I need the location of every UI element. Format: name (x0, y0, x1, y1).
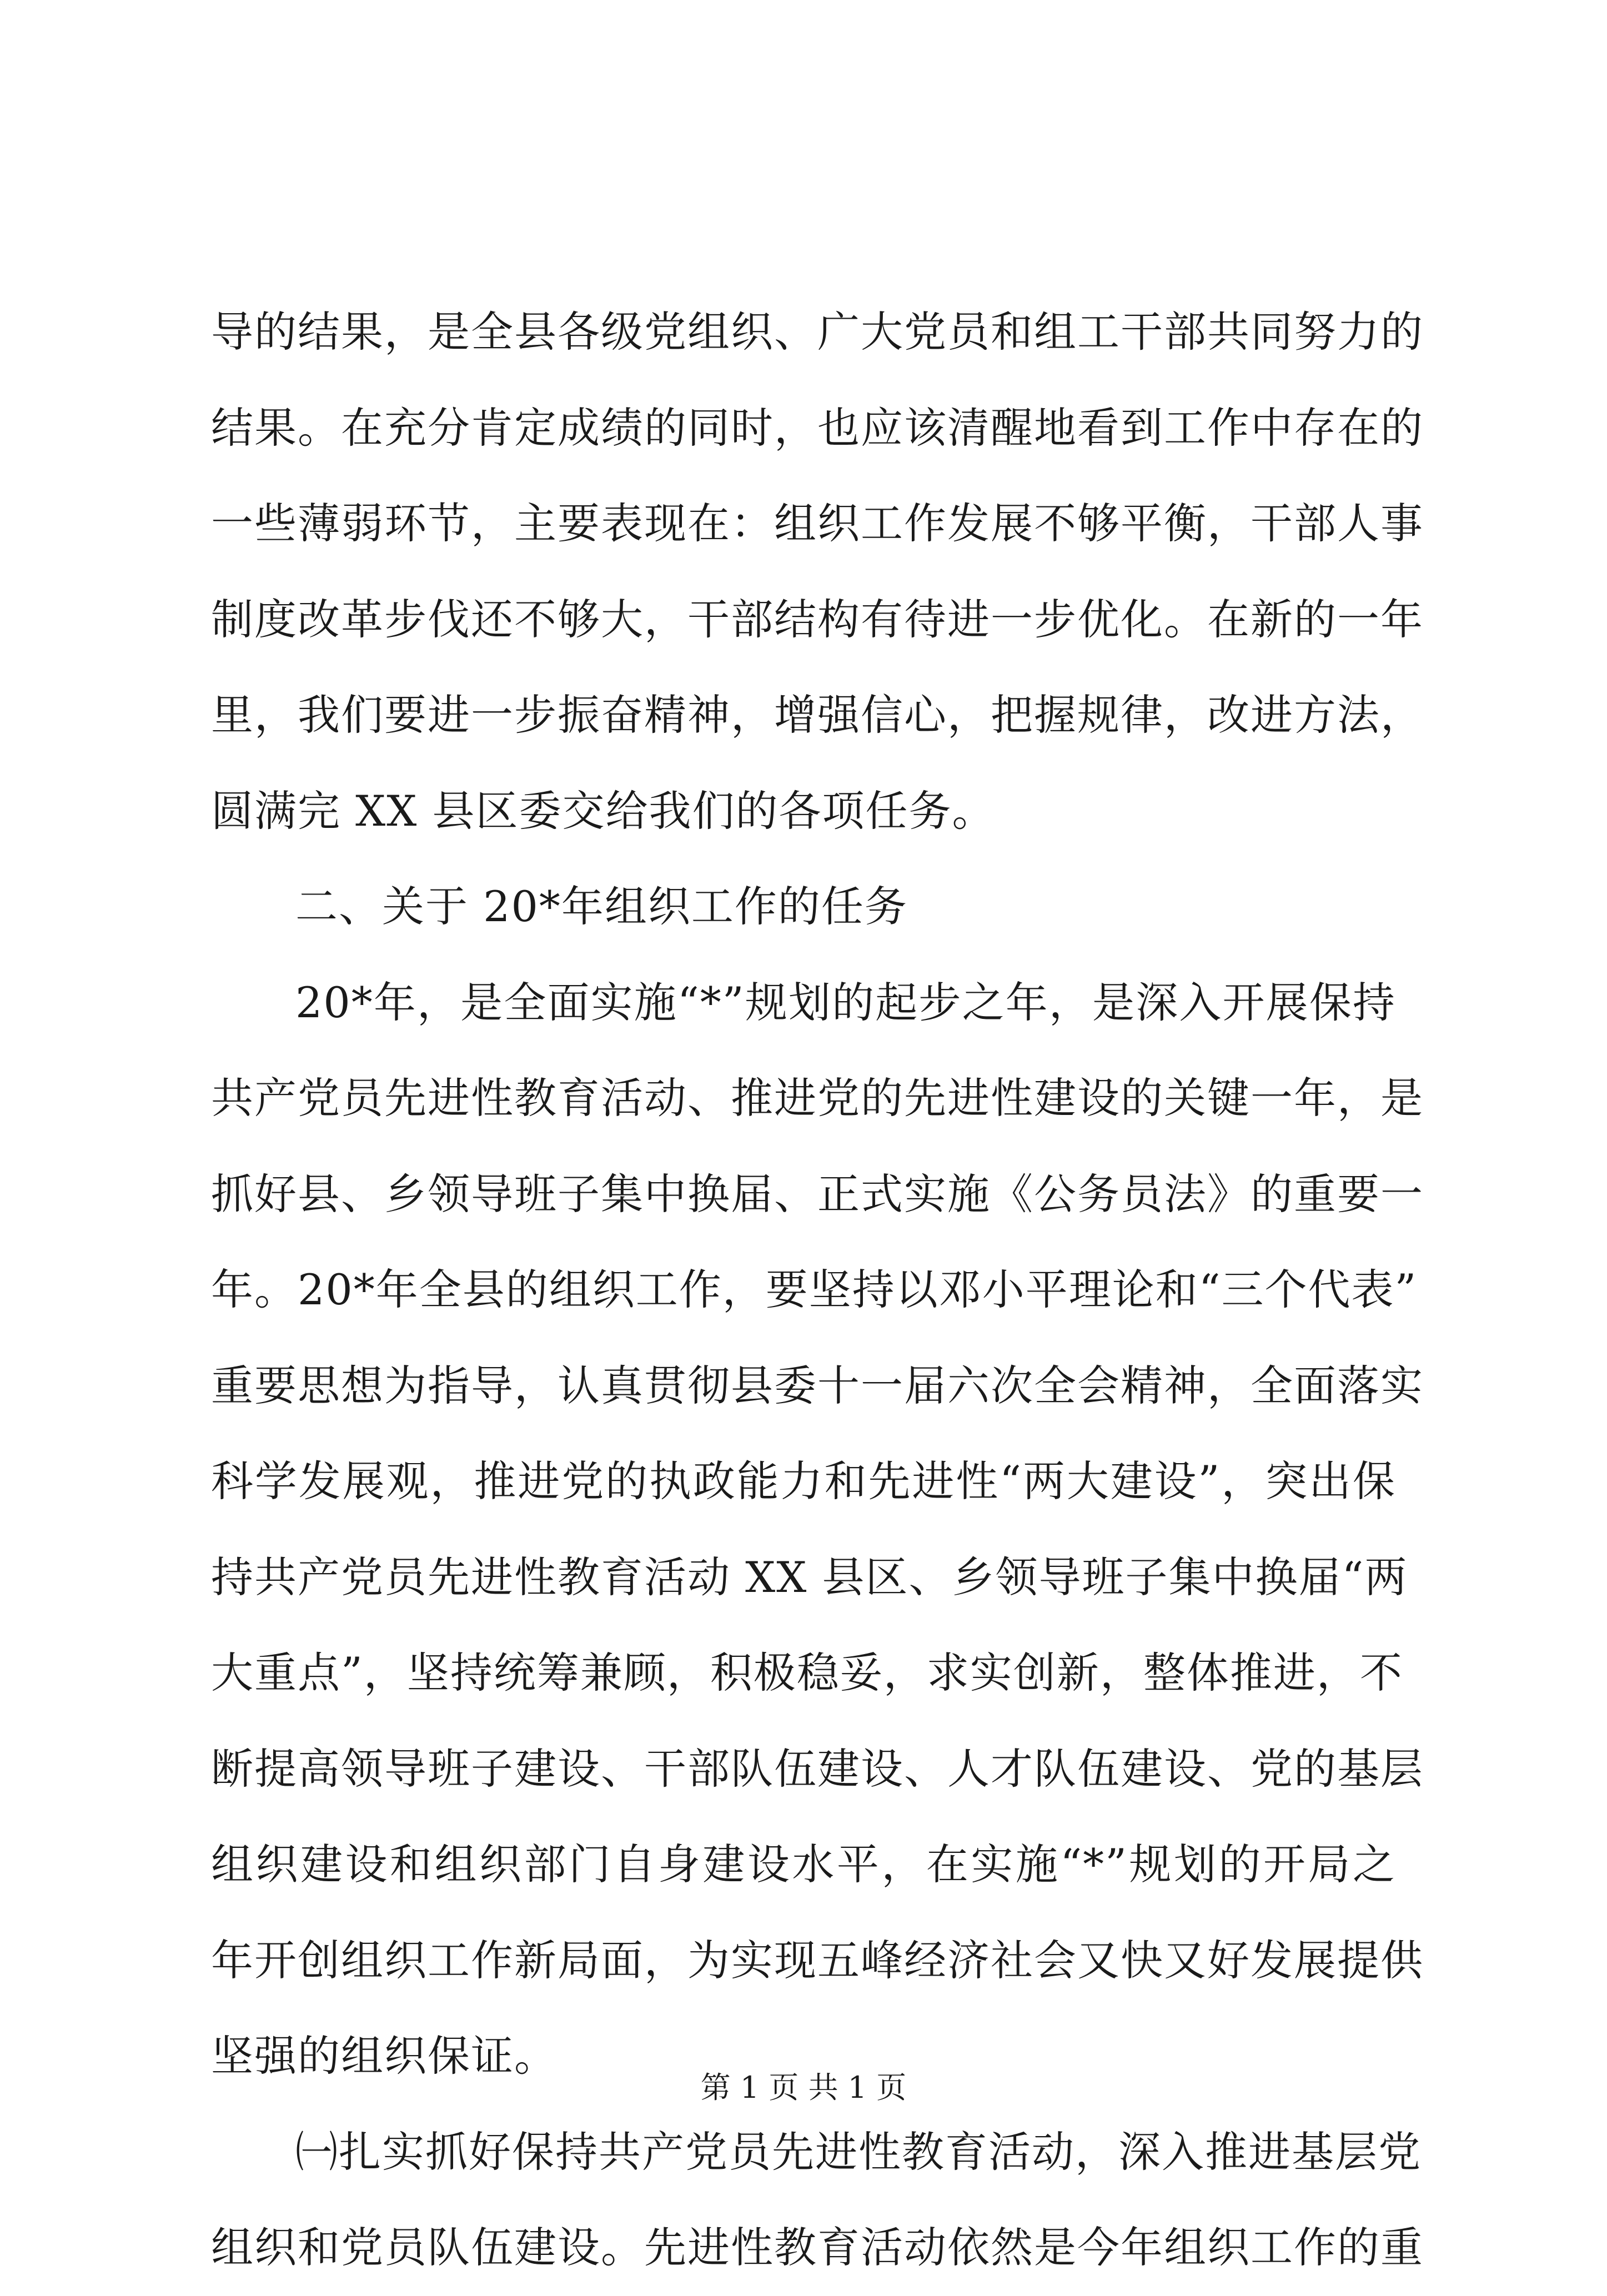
page-number-footer: 第 1 页 共 1 页 (700, 2070, 907, 2105)
text-line: 圆满完 XX 县区委交给我们的各项任务。 (211, 786, 996, 836)
text-line: 制度改革步伐还不够大，干部结构有待进一步优化。在新的一年 (211, 594, 1424, 644)
text-line: 里，我们要进一步振奋精神，增强信心，把握规律，改进方法， (211, 690, 1424, 740)
text-line: 共产党员先进性教育活动、推进党的先进性建设的关键一年，是 (211, 1073, 1424, 1123)
text-line: 坚强的组织保证。 (211, 2031, 558, 2081)
document-body (211, 284, 1424, 2296)
text-line: 20*年，是全面实施“*”规划的起步之年，是深入开展保持 (295, 977, 1396, 1027)
text-line: 持共产党员先进性教育活动 XX 县区、乡领导班子集中换届“两 (211, 1552, 1408, 1602)
text-line: 断提高领导班子建设、干部队伍建设、人才队伍建设、党的基层 (211, 1744, 1424, 1793)
text-line: 重要思想为指导，认真贯彻县委十一届六次全会精神，全面落实 (211, 1360, 1424, 1410)
text-line: 一些薄弱环节，主要表现在：组织工作发展不够平衡，干部人事 (211, 499, 1424, 548)
text-line: 结果。在充分肯定成绩的同时，也应该清醒地看到工作中存在的 (211, 403, 1424, 453)
text-line: 组织建设和组织部门自身建设水平，在实施“*”规划的开局之 (211, 1840, 1396, 1889)
text-line: 组织和党员队伍建设。先进性教育活动依然是今年组织工作的重 (211, 2223, 1424, 2272)
text-line: 年。20*年全县的组织工作，要坚持以邓小平理论和“三个代表” (211, 1265, 1418, 1314)
text-line: 科学发展观，推进党的执政能力和先进性“两大建设”，突出保 (211, 1456, 1396, 1506)
section-heading: 二、关于 20*年组织工作的任务 (295, 882, 908, 931)
text-line: ㈠扎实抓好保持共产党员先进性教育活动，深入推进基层党 (295, 2127, 1422, 2177)
text-line: 年开创组织工作新局面，为实现五峰经济社会又快又好发展提供 (211, 1935, 1424, 1985)
text-line: 大重点”，坚持统筹兼顾，积极稳妥，求实创新，整体推进，不 (211, 1648, 1403, 1697)
text-line: 导的结果，是全县各级党组织、广大党员和组工干部共同努力的 (211, 307, 1424, 356)
text-line: 抓好县、乡领导班子集中换届、正式实施《公务员法》的重要一 (211, 1169, 1424, 1219)
